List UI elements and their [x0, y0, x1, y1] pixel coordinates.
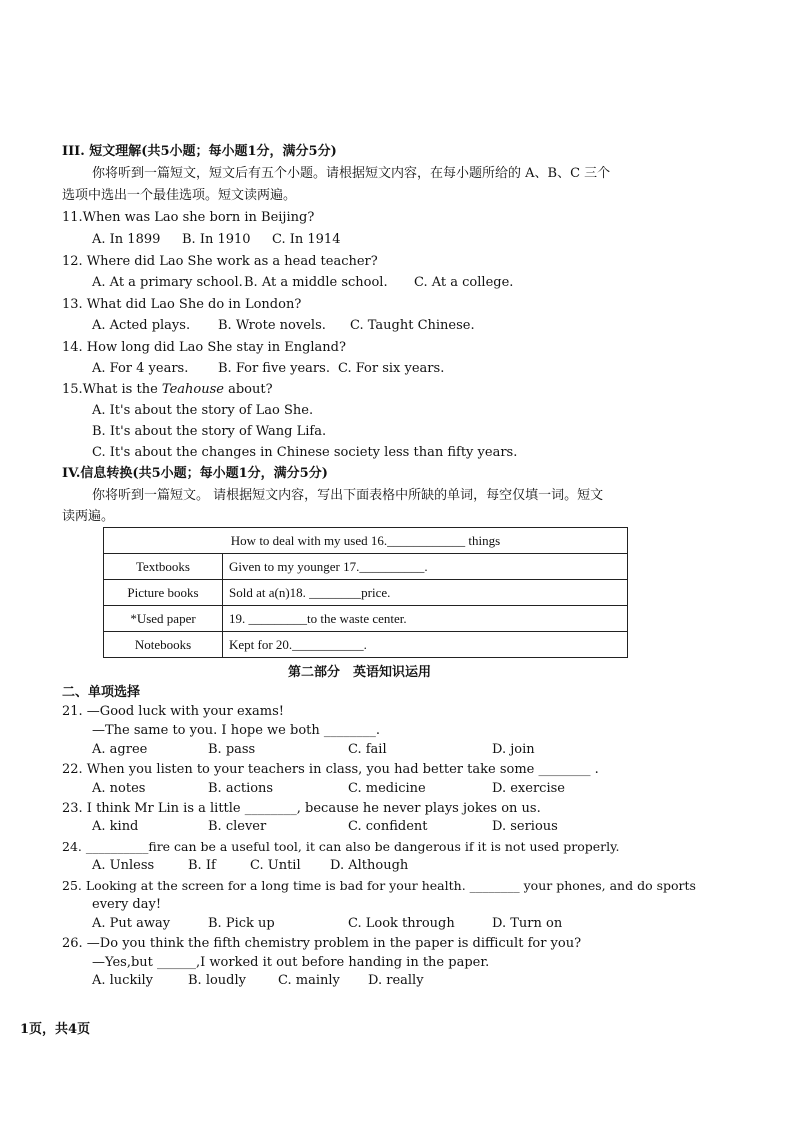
question-21-line-2: —The same to you. I hope we both ________. — [92, 723, 381, 738]
option-d: D. join — [492, 742, 535, 757]
option-b: B. If — [188, 858, 216, 873]
option-a: A. Put away — [92, 916, 171, 931]
question-15-title-italic: Teahouse — [161, 382, 224, 397]
option-b: B. pass — [208, 742, 256, 757]
question-15-stem-pre: 15.What is the — [62, 382, 162, 397]
option-b: B. actions — [208, 781, 274, 796]
question-15 — [62, 381, 273, 399]
option-a: A. For 4 years. — [92, 361, 189, 376]
info-table — [103, 527, 628, 658]
section-4-instruction-1: 你将听到一篇短文。 请根据短文内容，写出下面表格中所缺的单词，每空仅填一词。短文 — [92, 488, 604, 503]
option-d: D. Turn on — [492, 916, 563, 931]
option-a: A. Unless — [92, 858, 155, 873]
option-c: C. confident — [348, 819, 428, 834]
section-3-heading: III. 短文理解(共5小题；每小题1分，满分5分) — [62, 144, 337, 159]
option-c: C. mainly — [278, 973, 340, 988]
option-c: C. fail — [348, 742, 387, 757]
option-b: B. At a middle school. — [244, 275, 388, 290]
option-a: A. kind — [92, 819, 139, 834]
question-14: 14. How long did Lao She stay in England? — [62, 340, 346, 355]
option-a: A. Acted plays. — [92, 318, 191, 333]
option-c: C. Look through — [348, 916, 455, 931]
question-22: 22. When you listen to your teachers in class, you had better take some ________ . — [62, 762, 599, 777]
question-15-stem-post: about? — [223, 382, 273, 397]
question-21: 21. —Good luck with your exams! — [62, 704, 285, 719]
table-row-value: Sold at a(n)18. ________price. — [223, 580, 628, 606]
question-25: 25. Looking at the screen for a long time is bad for your health. ________ your phones, and do sports — [62, 878, 696, 893]
option-b: B. loudly — [188, 973, 246, 988]
table-row — [104, 606, 628, 632]
question-13: 13. What did Lao She do in London? — [62, 297, 302, 312]
table-row — [104, 580, 628, 606]
option-d: D. really — [368, 973, 424, 988]
option-b: B. In 1910 — [182, 232, 251, 247]
question-15-option-b: B. It's about the story of Wang Lifa. — [92, 424, 327, 439]
question-24: 24. __________fire can be a useful tool, it can also be dangerous if it is not used properly. — [62, 839, 620, 854]
option-c: C. medicine — [348, 781, 426, 796]
section-3-instruction-2: 选项中选出一个最佳选项。短文读两遍。 — [62, 188, 297, 203]
section-4-heading: IV.信息转换(共5小题；每小题1分，满分5分) — [62, 466, 328, 481]
option-a: A. At a primary school. — [92, 275, 243, 290]
option-a: A. agree — [92, 742, 148, 757]
table-header: How to deal with my used 16.____________ things — [104, 528, 628, 554]
option-b: B. Wrote novels. — [218, 318, 326, 333]
page-footer: 1页，共4页 — [20, 1022, 91, 1037]
question-26-line-2: —Yes,but ______,I worked it out before handing in the paper. — [92, 955, 490, 970]
option-a: A. In 1899 — [92, 232, 161, 247]
question-15-option-a: A. It's about the story of Lao She. — [92, 403, 314, 418]
section-3-instruction-1: 你将听到一篇短文，短文后有五个小题。请根据短文内容，在每小题所给的 A、B、C 三个 — [92, 166, 611, 181]
option-b: B. Pick up — [208, 916, 275, 931]
option-d: D. serious — [492, 819, 558, 834]
table-row-label: Textbooks — [104, 554, 223, 580]
table-row-label: Notebooks — [104, 632, 223, 658]
option-d: D. exercise — [492, 781, 565, 796]
option-c: C. Taught Chinese. — [350, 318, 475, 333]
option-d: D. Although — [330, 858, 409, 873]
question-15-option-c: C. It's about the changes in Chinese society less than fifty years. — [92, 445, 518, 460]
section-4-instruction-2: 读两遍。 — [62, 509, 115, 524]
option-c: C. At a college. — [414, 275, 514, 290]
option-b: B. For five years. — [218, 361, 330, 376]
question-26: 26. —Do you think the fifth chemistry problem in the paper is difficult for you? — [62, 936, 582, 951]
part-2-title: 第二部分 英语知识运用 — [288, 665, 432, 680]
question-11: 11.When was Lao she born in Beijing? — [62, 210, 315, 225]
option-c: C. For six years. — [338, 361, 445, 376]
table-row-value: 19. _________to the waste center. — [223, 606, 628, 632]
question-25-line-2: every day! — [92, 897, 162, 912]
table-row-value: Given to my younger 17.__________. — [223, 554, 628, 580]
table-row-label: *Used paper — [104, 606, 223, 632]
part-2-subheading: 二、单项选择 — [62, 685, 141, 700]
question-12: 12. Where did Lao She work as a head teacher? — [62, 254, 378, 269]
option-a: A. luckily — [92, 973, 154, 988]
question-23: 23. I think Mr Lin is a little ________, because he never plays jokes on us. — [62, 801, 541, 816]
table-row-value: Kept for 20.___________. — [223, 632, 628, 658]
table-row-label: Picture books — [104, 580, 223, 606]
table-row — [104, 554, 628, 580]
option-a: A. notes — [92, 781, 146, 796]
table-row — [104, 632, 628, 658]
option-c: C. In 1914 — [272, 232, 341, 247]
option-c: C. Until — [250, 858, 301, 873]
option-b: B. clever — [208, 819, 267, 834]
